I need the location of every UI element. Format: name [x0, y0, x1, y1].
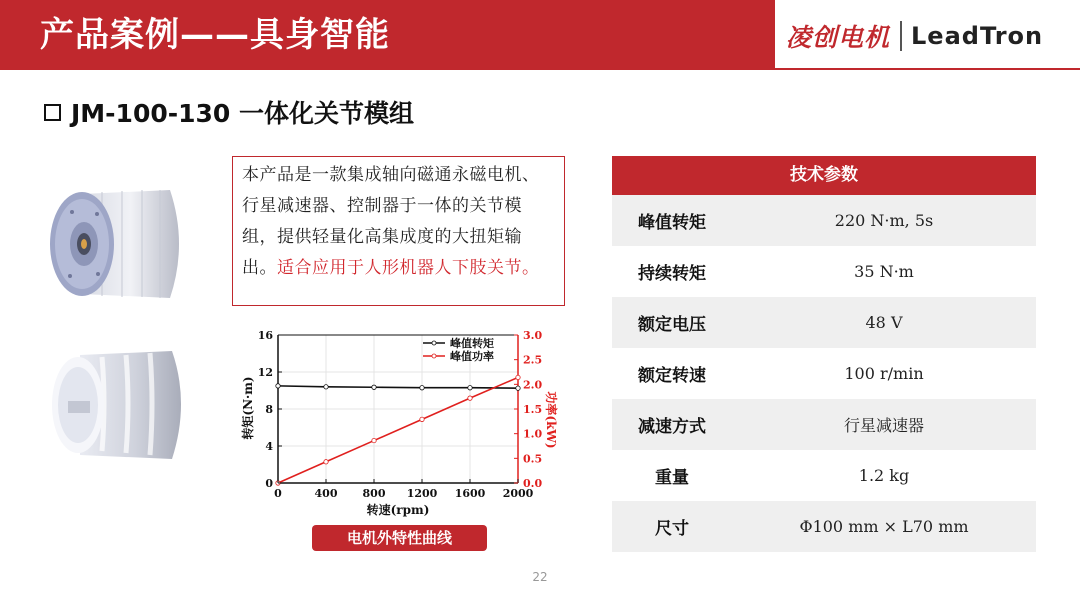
chart-x-tick-label: 400: [314, 487, 338, 500]
chart-y-left-tick-label: 16: [257, 329, 273, 342]
chart-x-tick-label: 800: [362, 487, 386, 500]
chart-y-right-tick-label: 2.5: [523, 353, 543, 367]
chart-data-point: [516, 386, 520, 390]
chart-x-tick-label: 0: [274, 487, 282, 500]
chart-y-left-tick-label: 12: [257, 366, 273, 379]
motor-front-view-image: [42, 184, 192, 304]
chart-y-axis-right-label: 功率(kW): [544, 391, 558, 449]
spec-row: [612, 399, 1036, 450]
chart-x-tick-label: 1600: [454, 487, 486, 500]
logo-chinese-name: 凌创电机: [786, 23, 891, 52]
spec-table-heading: 技术参数: [612, 156, 1036, 195]
chart-tick-labels: [258, 329, 543, 500]
product-description-box: [232, 156, 565, 306]
chart-y-right-tick-label: 0.0: [523, 477, 543, 490]
motor-back-view-image: [42, 343, 192, 465]
chart-y-left-tick-label: 0: [265, 477, 273, 490]
product-application-highlight: 适合应用于人形机器人下肢关节。: [277, 258, 540, 278]
chart-data-point: [468, 396, 472, 400]
chart-series-line-1: [278, 386, 518, 388]
chart-data-point: [516, 375, 520, 379]
chart-data-point: [276, 384, 280, 388]
product-title: JM-100-130 一体化关节模组: [71, 99, 415, 128]
spec-value: Φ100 mm × L70 mm: [799, 517, 969, 536]
spec-value: 行星减速器: [843, 416, 924, 435]
spec-name: 减速方式: [638, 417, 706, 437]
header-divider: [775, 68, 1080, 70]
chart-legend-marker: [432, 341, 436, 345]
chart-x-tick-label: 1200: [406, 487, 438, 500]
chart-y-right-tick-label: 3.0: [523, 329, 543, 342]
header-bar: [0, 0, 775, 70]
spec-name: 额定转速: [638, 366, 706, 386]
chart-legend-label: 峰值功率: [450, 350, 494, 363]
spec-value: 48 V: [865, 313, 903, 332]
chart-data-point: [468, 386, 472, 390]
spec-name: 额定电压: [638, 315, 706, 335]
spec-value: 35 N·m: [854, 262, 914, 281]
chart-series-line-2: [278, 377, 518, 483]
logo-separator: [900, 21, 902, 51]
chart-data-point: [372, 385, 376, 389]
spec-row: [612, 501, 1036, 552]
spec-name: 峰值转矩: [638, 213, 706, 233]
chart-data-point: [324, 385, 328, 389]
page-title: 产品案例——具身智能: [40, 15, 390, 55]
product-description: 本产品是一款集成轴向磁通永磁电机、行星减速器、控制器于一体的关节模组，提供轻量化高集成度的大扭矩输出。: [242, 165, 540, 278]
chart-caption: 电机外特性曲线: [312, 525, 487, 551]
spec-table: [612, 156, 1036, 552]
spec-name: 持续转矩: [638, 264, 706, 284]
chart-y-left-tick-label: 4: [265, 440, 273, 453]
spec-value: 100 r/min: [844, 364, 924, 383]
chart-data-point: [420, 417, 424, 421]
company-logo: [786, 14, 1043, 58]
spec-row: [612, 297, 1036, 348]
chart-legend: [423, 336, 494, 363]
spec-name: 重量: [655, 468, 689, 488]
spec-value: 1.2 kg: [858, 466, 910, 485]
chart-y-right-tick-label: 1.0: [523, 427, 543, 441]
spec-row: [612, 195, 1036, 246]
chart-y-right-tick-label: 2.0: [523, 378, 543, 392]
chart-series-layer: [276, 375, 520, 485]
chart-x-axis-label: 转速(rpm): [366, 503, 430, 517]
chart-y-left-tick-label: 8: [265, 403, 273, 416]
motor-characteristic-chart: [238, 322, 558, 522]
spec-value: 220 N·m, 5s: [834, 211, 934, 230]
spec-row: [612, 348, 1036, 399]
product-heading: [44, 94, 414, 130]
page-number: 22: [532, 570, 548, 584]
chart-y-axis-left-label: 转矩(N·m): [241, 376, 255, 440]
logo-english-name: LeadTron: [911, 22, 1044, 50]
chart-data-point: [420, 386, 424, 390]
chart-x-tick-label: 2000: [502, 487, 534, 500]
square-bullet-icon: [44, 104, 61, 121]
chart-y-right-tick-label: 1.5: [523, 403, 543, 416]
chart-legend-marker: [432, 354, 436, 358]
chart-data-point: [324, 460, 328, 464]
chart-y-right-tick-label: 0.5: [523, 452, 543, 466]
chart-legend-label: 峰值转矩: [450, 337, 494, 350]
spec-row: [612, 246, 1036, 297]
spec-row: [612, 450, 1036, 501]
chart-data-point: [372, 438, 376, 442]
spec-name: 尺寸: [655, 519, 689, 539]
